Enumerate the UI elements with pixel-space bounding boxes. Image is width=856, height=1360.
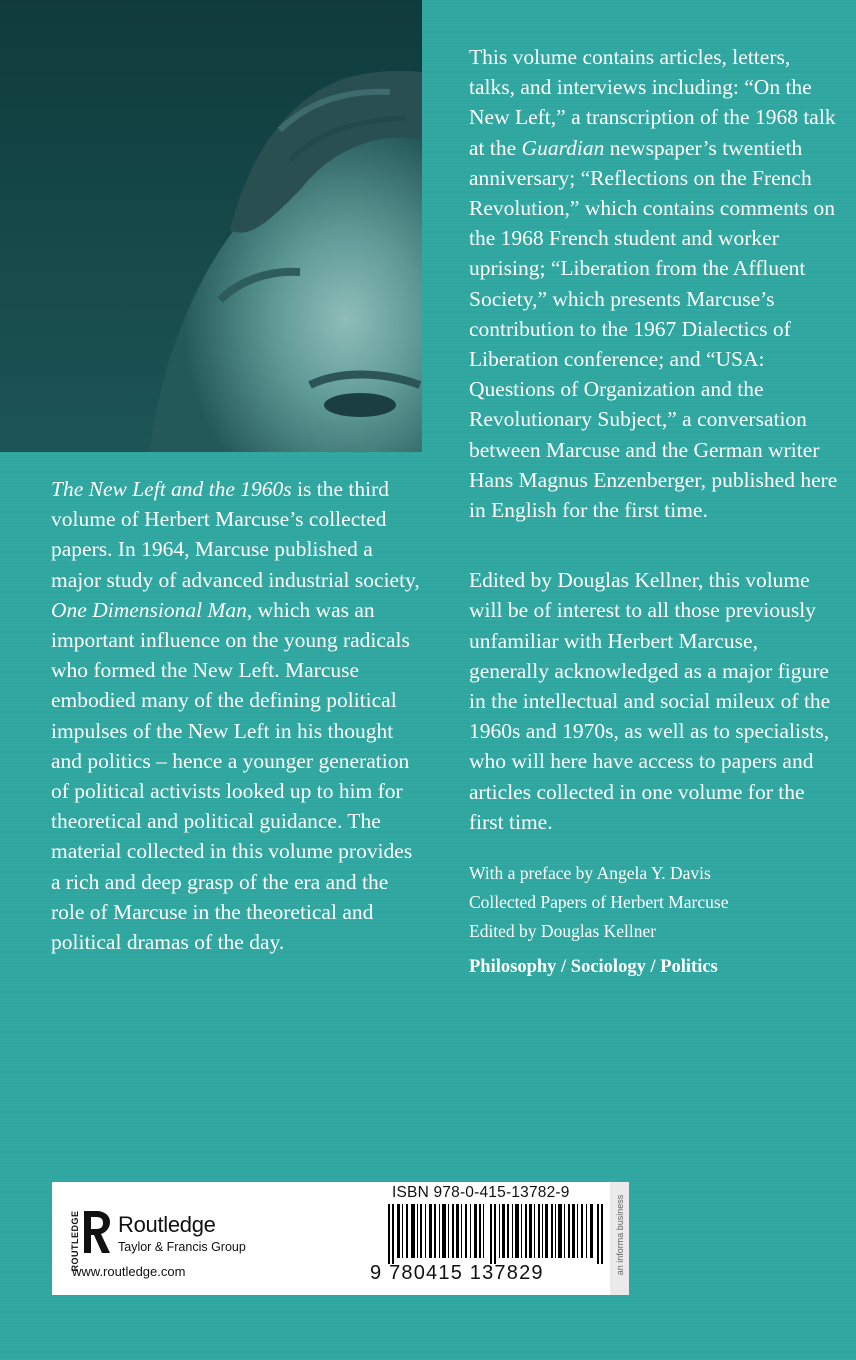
informa-tag: an informa business (615, 1194, 625, 1276)
description-left (51, 474, 426, 957)
editor-credit: Edited by Douglas Kellner (469, 921, 657, 942)
author-photo (0, 0, 422, 452)
subject-categories: Philosophy / Sociology / Politics (469, 957, 718, 978)
barcode (386, 1204, 606, 1264)
left-text-2: , which was an important influence on the young radicals who formed the New Left. Marcuse embodied many of the defining political impulses of the New Left in his thought and politics – hence a younger generation of political activists looked up to him for theoretical and political guidance. The material collected in this volume provides a rich and deep grasp of the era and the role of Marcuse in the theoretical and political dramas of the day. (51, 597, 413, 955)
left-text-1: is the third volume of Herbert Marcuse’s collected papers. In 1964, Marcuse published a major study of advanced industrial society, (51, 477, 420, 592)
barcode-digits: 9 780415 137829 (370, 1262, 544, 1284)
contents-text-1: This volume contains articles, letters, talks, and interviews including: “On the New Left,” a transcription of the 1968 talk at the (469, 45, 836, 160)
book-title: The New Left and the 1960s (51, 477, 292, 501)
informa-strip (610, 1182, 629, 1295)
publisher-website[interactable]: www.routledge.com (72, 1264, 186, 1279)
left-paragraph (51, 474, 426, 957)
credits (469, 859, 841, 946)
publisher-panel (52, 1182, 629, 1295)
routledge-logo-icon (82, 1209, 112, 1255)
contents-paragraph (469, 42, 841, 525)
referenced-book-title: One Dimensional Man (51, 597, 247, 622)
description-right (469, 42, 841, 982)
publisher-group: Taylor & Francis Group (118, 1240, 246, 1254)
series-name: Collected Papers of Herbert Marcuse (469, 892, 729, 913)
contents-text-2: newspaper’s twentieth anniversary; “Reflections on the French Revolution,” which contains comments on the 1968 French student and worker uprising; “Liberation from the Affluent Society,” which presents Marcuse’s contribution to the 1967 Dialectics of Liberation conference; and “USA: Questions of Organization and the Revolutionary Subject,” a conversation between Marcuse and the German writer Hans Magnus Enzenberger, published here in English for the first time. (469, 135, 838, 523)
preface-credit: With a preface by Angela Y. Davis (469, 863, 711, 884)
isbn-label: ISBN 978-0-415-13782-9 (392, 1184, 570, 1201)
editor-paragraph: Edited by Douglas Kellner, this volume will be of interest to all those previously unfamiliar with Herbert Marcuse, generally acknowledged as a major figure in the intellectual and social mileux of the 1960s and 1970s, as well as to specialists, who will here have access to papers and articles collected in one volume for the first time. (469, 568, 831, 834)
newspaper-name: Guardian (521, 135, 605, 160)
publisher-vertical-wordmark: ROUTLEDGE (70, 1210, 80, 1272)
publisher-name: Routledge (118, 1212, 216, 1237)
